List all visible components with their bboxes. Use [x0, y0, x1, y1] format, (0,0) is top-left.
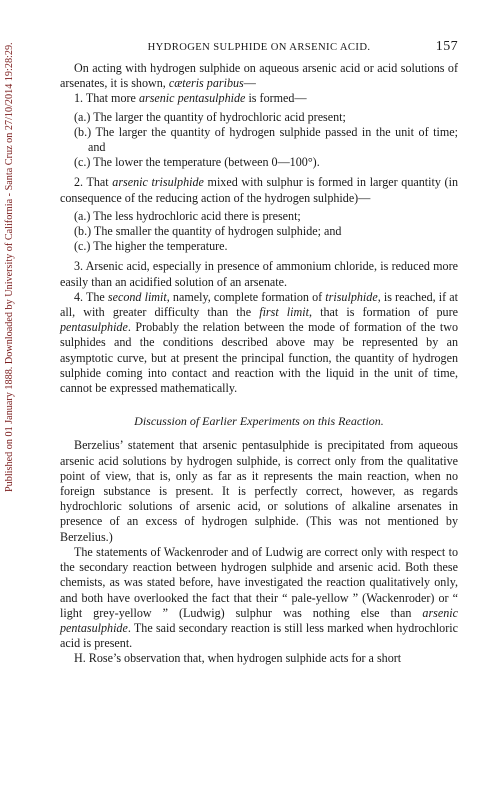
point-4: 4. The second limit, namely, complete formation of trisulphide, is reached, if at all, with greater difficulty than the first limit, that is formation of pure pentasulphide. Probably the relation between the mode of formation of the two sulphides and the conditions described above may be represented by an asymptotic curve, but at present the principal function, the quantity of hydrogen sulphide coming into contact and reaction with the liquid in the unit of time, cannot be expressed mathematically. [60, 289, 458, 396]
page-content [60, 40, 458, 667]
point-1: 1. That more arsenic pentasulphide is formed— [74, 91, 307, 106]
point-1a: (a.) The larger the quantity of hydrochloric acid present; [74, 109, 346, 124]
intro-paragraph: On acting with hydrogen sulphide on aqueous arsenic acid or acid solutions of arsenates, it is shown, cæteris paribus— [60, 61, 458, 91]
wackenroder-paragraph: The statements of Wackenroder and of Ludwig are correct only with respect to the secondary reaction between hydrogen sulphide and arsenic acid. Both these chemists, as was stated before, have investigated the reaction qualitatively only, and both have overlooked the fact that their “ pale-yellow ” (Wackenroder) or “ light grey-yellow ” (Ludwig) sulphur was nothing else than arsenic pentasulphide. The said secondary reaction is still less marked when hydrochloric acid is present. [60, 544, 458, 651]
publication-sidebar-note: Published on 01 January 1888. Downloaded by University of California - Santa Cruz on 27/10/2014 19:28:29. [4, 42, 15, 493]
point-2a: (a.) The less hydrochloric acid there is present; [74, 208, 301, 223]
running-header [60, 40, 458, 56]
point-2b: (b.) The smaller the quantity of hydrogen sulphide; and [74, 224, 342, 239]
rose-paragraph: H. Rose’s observation that, when hydrogen sulphide acts for a short [74, 651, 402, 666]
running-title: HYDROGEN SULPHIDE ON ARSENIC ACID. [147, 42, 371, 53]
point-1b: (b.) The larger the quantity of hydrogen sulphide passed in the unit of time; and [74, 124, 458, 155]
point-1c: (c.) The lower the temperature (between 0—100°). [74, 155, 320, 170]
point-3: 3. Arsenic acid, especially in presence of ammonium chloride, is reduced more easily than an acidified solution of an arsenate. [60, 259, 458, 289]
point-2: 2. That arsenic trisulphide mixed with sulphur is formed in larger quantity (in consequence of the reducing action of the hydrogen sulphide)— [60, 175, 458, 205]
berzelius-paragraph: Berzelius’ statement that arsenic pentasulphide is precipitated from aqueous arsenic acid solutions by hydrogen sulphide, is correct only from the qualitative point of view, that is, only as far as it represents the main reaction, when no foreign substance is present. It is perfectly correct, however, as regards hydrochloric solutions of arsenic acid, or solutions of alkaline arsenates in presence of an excess of hydrogen sulphide. (This was not mentioned by Berzelius.) [60, 438, 458, 544]
section-heading: Discussion of Earlier Experiments on this Reaction. [134, 414, 384, 429]
point-2c: (c.) The higher the temperature. [74, 239, 228, 254]
page-number: 157 [435, 39, 458, 54]
